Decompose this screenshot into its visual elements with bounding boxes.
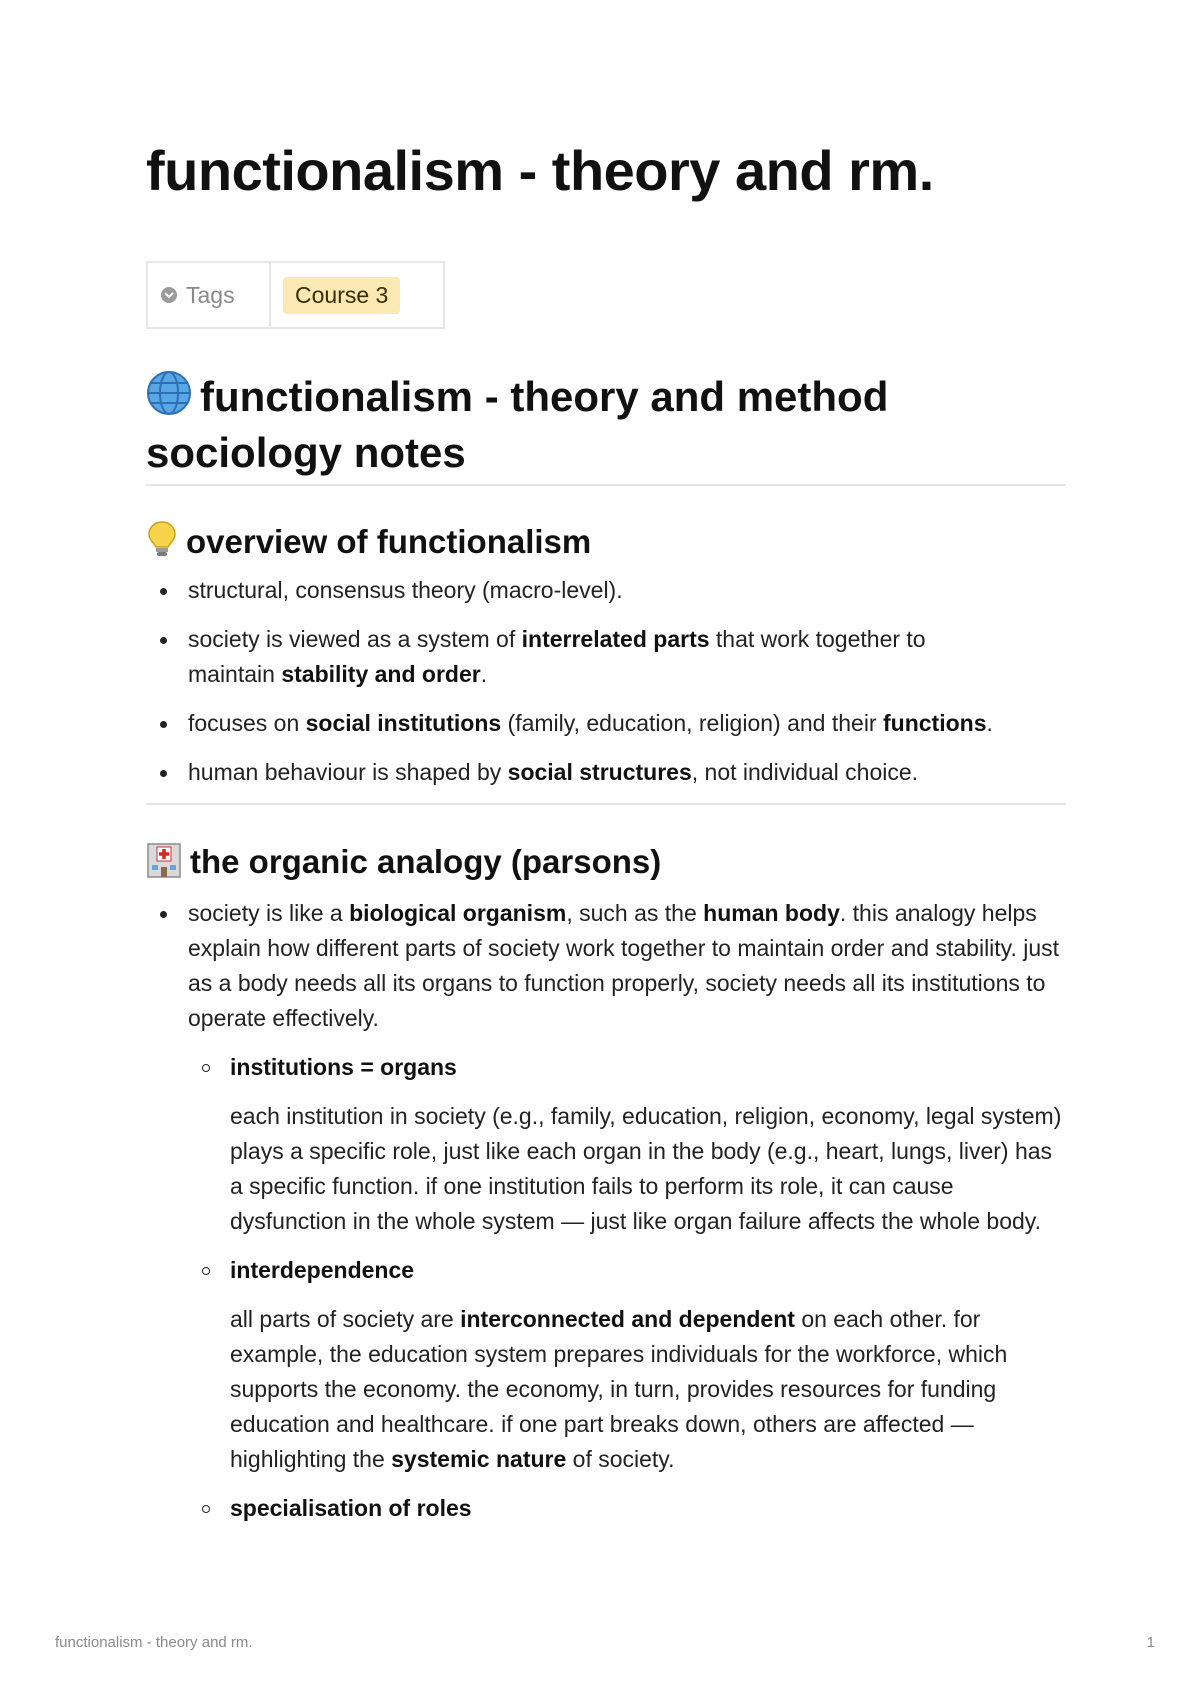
footer-title: functionalism - theory and rm. xyxy=(55,1634,253,1651)
circle-bullet-icon xyxy=(202,1505,210,1513)
page-title: functionalism - theory and rm. xyxy=(146,139,934,202)
divider xyxy=(146,484,1066,486)
list-item-text: . xyxy=(986,710,993,736)
paragraph-text: on each other. for example, the education system prepares individuals for the workforce, which supports the economy. the economy, in turn, provides resources for funding education and healthcare. if one part breaks down, others are affected — highlighting the xyxy=(230,1306,1008,1472)
sub-item-label: interdependence xyxy=(230,1257,415,1283)
list-item xyxy=(146,622,1066,692)
bold-term: interconnected and dependent xyxy=(460,1306,795,1332)
list-item-text: human behaviour is shaped by xyxy=(188,759,508,785)
list-item-text: , such as the xyxy=(566,900,704,926)
bold-term: biological organism xyxy=(349,900,567,926)
list-item-text: (family, education, religion) and their xyxy=(501,710,883,736)
list-item-text: society is viewed as a system of xyxy=(188,626,522,652)
main-heading-line1: functionalism - theory and method xyxy=(200,373,889,420)
circle-bullet-icon xyxy=(202,1267,210,1275)
tags-property-value[interactable] xyxy=(271,263,443,327)
main-heading-line2: sociology notes xyxy=(146,429,466,476)
list-item-text: focuses on xyxy=(188,710,306,736)
sub-item-label: specialisation of roles xyxy=(230,1495,472,1521)
divider xyxy=(146,803,1066,805)
list-item-text: . xyxy=(480,661,488,687)
sub-list-item xyxy=(146,1491,1066,1526)
bold-term: systemic nature xyxy=(391,1446,567,1472)
overview-heading-text: overview of functionalism xyxy=(186,523,592,560)
lightbulb-icon xyxy=(146,520,178,567)
sub-item-label: institutions = organs xyxy=(230,1054,457,1080)
list-item-text: maintain xyxy=(188,661,282,687)
bold-term: social structures xyxy=(507,759,692,785)
sub-list-item xyxy=(146,1050,1066,1085)
sub-item-paragraph: each institution in society (e.g., family, education, religion, economy, legal system) plays a specific role, just like each organ in the body (e.g., heart, lungs, liver) has a specific function. if one institution fails to perform its role, it can cause dysfunction in the whole system — just like organ failure affects the whole body. xyxy=(230,1103,1062,1234)
main-heading xyxy=(146,370,888,478)
list-item xyxy=(146,896,1066,1036)
sub-item-paragraph xyxy=(146,1302,1066,1477)
bold-term: social institutions xyxy=(305,710,502,736)
bullet-icon xyxy=(160,637,167,644)
bold-term: interrelated parts xyxy=(521,626,710,652)
bullet-icon xyxy=(160,770,167,777)
list-item-text: , not individual choice. xyxy=(691,759,919,785)
list-item xyxy=(146,755,1066,790)
bold-term: functions xyxy=(883,710,987,736)
hospital-icon xyxy=(146,840,182,887)
bullet-icon xyxy=(160,911,167,918)
sub-list-item xyxy=(146,1253,1066,1288)
list-item-text: structural, consensus theory (macro-level). xyxy=(188,577,623,603)
circle-bullet-icon xyxy=(202,1064,210,1072)
paragraph-text: all parts of society are xyxy=(230,1306,461,1332)
overview-list xyxy=(146,573,1066,804)
paragraph-text: of society. xyxy=(566,1446,675,1472)
organic-analogy-heading xyxy=(146,840,661,887)
list-item-text: society is like a xyxy=(188,900,350,926)
overview-heading xyxy=(146,520,591,567)
globe-icon xyxy=(146,370,192,427)
tag-course-3[interactable]: Course 3 xyxy=(283,277,400,314)
list-item xyxy=(146,573,1066,608)
properties-table xyxy=(146,261,445,329)
list-item xyxy=(146,706,1066,741)
tags-label-text: Tags xyxy=(186,281,235,308)
list-item-text: . this analogy helps explain how different parts of society work together to maintain order and stability. just as a body needs all its organs to function properly, society needs all its institutions to operate effectively. xyxy=(188,900,1060,1031)
bullet-icon xyxy=(160,721,167,728)
tags-property-icon xyxy=(160,286,178,304)
bold-term: human body xyxy=(703,900,840,926)
bullet-icon xyxy=(160,588,167,595)
organic-analogy-list xyxy=(146,896,1066,1540)
list-item-text: that work together to xyxy=(709,626,926,652)
organic-analogy-heading-text: the organic analogy (parsons) xyxy=(190,843,662,880)
footer-page-number: 1 xyxy=(1146,1634,1155,1651)
bold-term: stability and order xyxy=(281,661,481,687)
tags-property-label xyxy=(148,263,271,327)
